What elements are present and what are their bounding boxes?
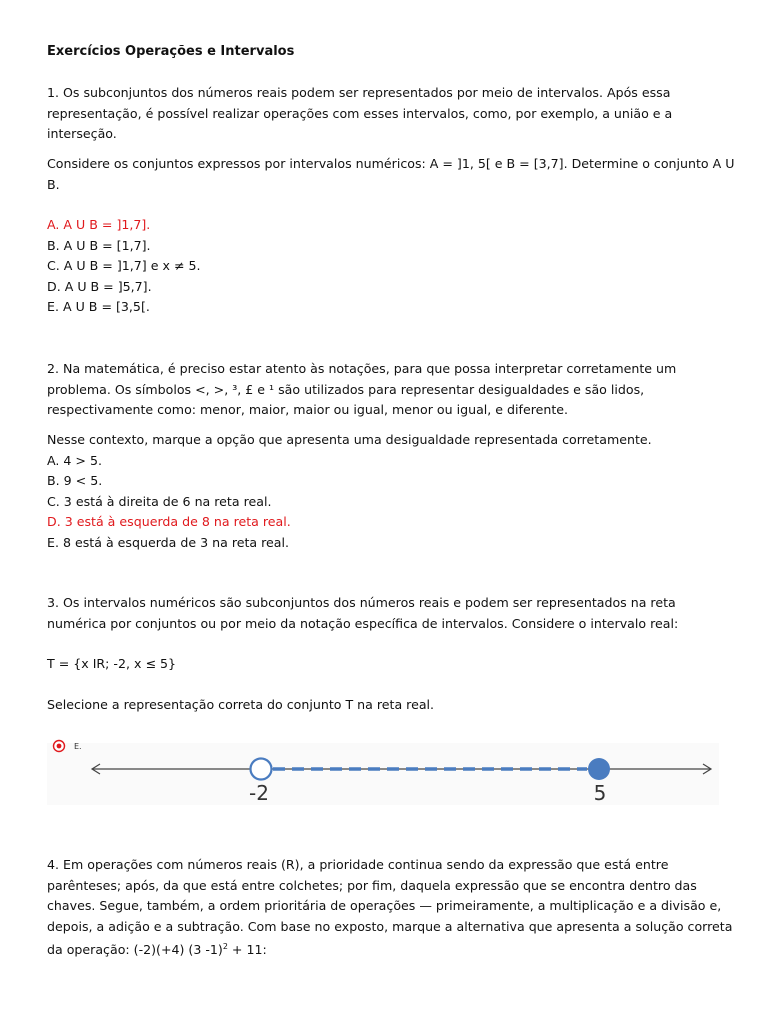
q3-statement: [47, 593, 727, 634]
q3-option-e-numberline[interactable]: [47, 735, 727, 805]
q2-statement: [47, 359, 727, 421]
q1-option-a[interactable]: A. A U B = ]1,7].: [47, 217, 151, 232]
q1-option-d[interactable]: D. A U B = ]5,7].: [47, 278, 152, 294]
q2-prompt: Nesse contexto, marque a opção que apresenta uma desigualdade representada corretamente.: [47, 432, 652, 447]
q1-prompt-line: Considere os conjuntos expressos por intervalos numéricos: A = ]1, 5[ e B = [3,7]. Determine o conjunto A U: [47, 156, 735, 171]
q2-text-line: 2. Na matemática, é preciso estar atento às notações, para que possa interpretar corretamente um: [47, 361, 677, 376]
q4-operation-suffix: + 11:: [227, 942, 267, 958]
q1-option-e[interactable]: E. A U B = [3,5[.: [47, 299, 150, 314]
q4-statement: [47, 855, 733, 961]
q1-prompt-line: B.: [47, 176, 60, 192]
q2-text-line: respectivamente como: menor, maior, maior ou igual, menor ou igual, e diferente.: [47, 402, 569, 417]
radio-dot-icon: [57, 744, 62, 749]
open-endpoint-icon: [251, 759, 272, 780]
q4-operation-line: [47, 937, 727, 961]
q4-exponent: 2: [222, 942, 228, 951]
q4-text-line: 4. Em operações com números reais (R), a prioridade continua sendo da expressão que está entre: [47, 857, 669, 872]
q2-option-a[interactable]: A. 4 > 5.: [47, 452, 102, 468]
q1-prompt: [47, 154, 735, 195]
right-endpoint-label: 5: [593, 781, 607, 805]
q4-text-line: depois, a adição e a subtração. Com base no exposto, marque a alternativa que apresenta a solução correta: [47, 918, 733, 934]
number-line-graphic: [47, 735, 727, 805]
q3-prompt-line: Selecione a representação correta do conjunto T na reta real.: [47, 697, 435, 712]
q4-text-line: parênteses; após, da que está entre colchetes; por fim, daquela expressão que se encontra dentro das: [47, 877, 697, 893]
q2-prompt-and-options: [47, 430, 727, 553]
q3-text-line: numérica por conjuntos ou por meio da notação específica de intervalos. Considere o intervalo real:: [47, 615, 679, 631]
q2-option-e[interactable]: E. 8 está à esquerda de 3 na reta real.: [47, 534, 290, 550]
q2-text-line: problema. Os símbolos <, >, ³, £ e ¹ são utilizados para representar desigualdades e são lidos,: [47, 381, 645, 397]
closed-endpoint-icon: [588, 758, 610, 780]
q1-option-c[interactable]: C. A U B = ]1,7] e x ≠ 5.: [47, 258, 201, 273]
q1-text-line: representação, é possível realizar operações com esses intervalos, como, por exemplo, a união e a: [47, 105, 673, 121]
numberline-background: [47, 743, 719, 805]
q1-text-line: 1. Os subconjuntos dos números reais podem ser representados por meio de intervalos. Após essa: [47, 85, 671, 100]
q1-options: [47, 215, 727, 318]
q1-text-line: interseção.: [47, 126, 117, 141]
q3-text-line: 3. Os intervalos numéricos são subconjuntos dos números reais e podem ser representados na reta: [47, 595, 676, 610]
q4-text-line: chaves. Segue, também, a ordem prioritária de operações — primeiramente, a multiplicação e a divisão e,: [47, 898, 722, 913]
q4-operation-prefix: da operação: (-2)(+4) (3 -1): [47, 942, 223, 958]
q3-set-line: T = {x IR; -2, x ≤ 5}: [47, 656, 177, 671]
q3-set-definition: [47, 654, 727, 675]
q2-option-c[interactable]: C. 3 está à direita de 6 na reta real.: [47, 493, 272, 509]
q2-option-b[interactable]: B. 9 < 5.: [47, 473, 103, 488]
left-endpoint-label: -2: [249, 781, 269, 805]
option-e-label: E.: [74, 742, 82, 751]
q3-prompt: [47, 695, 727, 716]
document-title: Exercícios Operações e Intervalos: [47, 44, 295, 59]
q1-statement: [47, 83, 727, 145]
q2-option-d[interactable]: D. 3 está à esquerda de 8 na reta real.: [47, 514, 291, 529]
q1-option-b[interactable]: B. A U B = [1,7].: [47, 237, 151, 253]
